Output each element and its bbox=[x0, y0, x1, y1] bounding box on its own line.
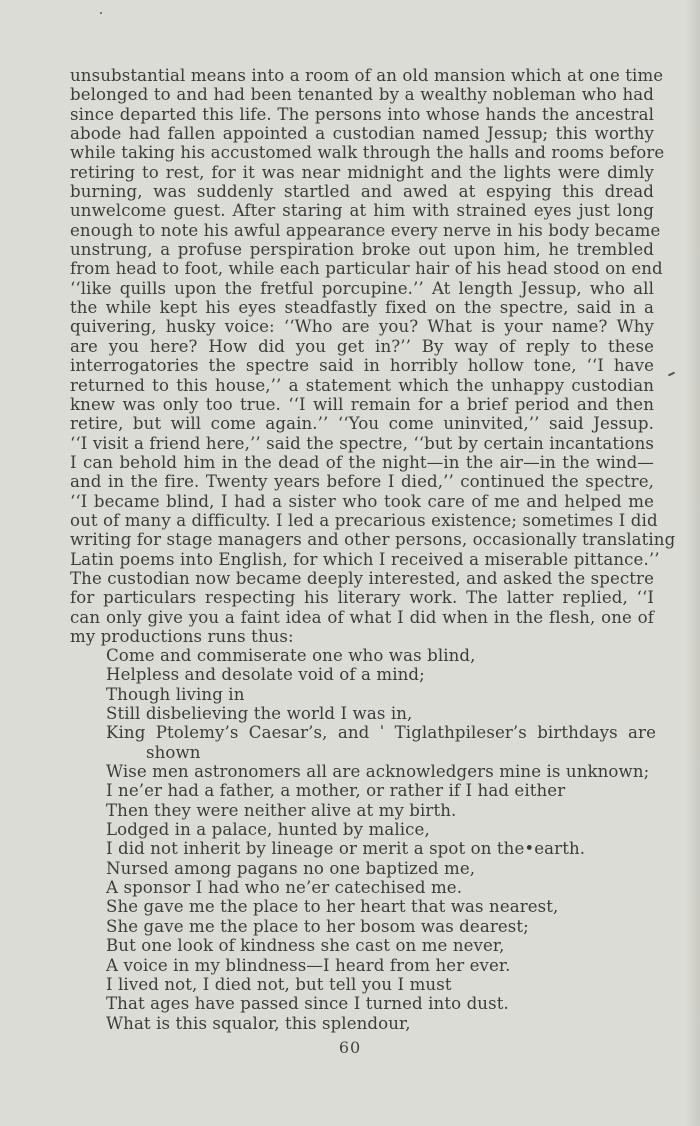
poem-line: King Ptolemy’s Caesar’s, and ˈ Tiglathpileser’s birthdays are bbox=[106, 723, 656, 743]
poem-line: But one look of kindness she cast on me never, bbox=[106, 936, 505, 956]
poem-line: A voice in my blindness—I heard from her ever. bbox=[106, 955, 511, 975]
poem-line: Wise men astronomers all are acknowledgers mine is unknown; bbox=[106, 762, 650, 782]
prose-line: the while kept his eyes steadfastly fixed on the spectre, said in a bbox=[70, 298, 654, 318]
prose-line: returned to this house,’’ a statement which the unhappy custodian bbox=[70, 375, 654, 395]
poem-line: That ages have passed since I turned into dust. bbox=[106, 994, 509, 1014]
prose-line: quivering, husky voice: ‘‘Who are you? What is your name? Why bbox=[70, 317, 654, 337]
poem-line: Lodged in a palace, hunted by malice, bbox=[106, 820, 430, 840]
poem-line: Then they were neither alive at my birth. bbox=[106, 800, 457, 820]
prose-line: unsubstantial means into a room of an old mansion which at one time bbox=[70, 66, 664, 85]
poem-line: Come and commiserate one who was blind, bbox=[106, 646, 476, 665]
prose-line: and in the fire. Twenty years before I died,’’ continued the spectre, bbox=[70, 472, 654, 492]
prose-line: while taking his accustomed walk through the halls and rooms before bbox=[70, 143, 665, 163]
prose-line: unstrung, a profuse perspiration broke out upon him, he trembled bbox=[70, 240, 654, 260]
poem-line: I lived not, I died not, but tell you I must bbox=[106, 974, 452, 994]
poem-line: A sponsor I had who ne’er catechised me. bbox=[106, 878, 463, 898]
page-number: 60 bbox=[338, 1038, 362, 1057]
prose-line: enough to note his awful appearance every nerve in his body became bbox=[70, 220, 661, 240]
poem-block bbox=[106, 646, 656, 1033]
page-edge-shadow bbox=[686, 0, 700, 1126]
prose-line: my productions runs thus: bbox=[70, 626, 294, 646]
prose-line: belonged to and had been tenanted by a wealthy nobleman who had bbox=[70, 85, 654, 105]
prose-line: interrogatories the spectre said in horribly hollow tone, ‘‘I have bbox=[70, 356, 654, 376]
prose-line: for particulars respecting his literary work. The latter replied, ‘‘I bbox=[70, 588, 654, 608]
prose-line: are you here? How did you get in?’’ By way of reply to these bbox=[70, 336, 654, 356]
prose-line: retiring to rest, for it was near midnight and the lights were dimly bbox=[70, 162, 654, 182]
poem-line: She gave me the place to her bosom was dearest; bbox=[106, 916, 529, 936]
prose-line: writing for stage managers and other persons, occasionally translating bbox=[70, 530, 676, 550]
prose-line: knew was only too true. ‘‘I will remain for a brief period and then bbox=[70, 394, 654, 414]
prose-line: I can behold him in the dead of the night—in the air—in the wind— bbox=[70, 452, 654, 472]
prose-block bbox=[70, 66, 676, 646]
prose-line: out of many a difficulty. I led a precarious existence; sometimes I did bbox=[70, 510, 658, 530]
prose-line: Latin poems into English, for which I received a miserable pittance.’’ bbox=[70, 549, 660, 569]
prose-line: The custodian now became deeply interested, and asked the spectre bbox=[70, 568, 654, 588]
prose-line: ‘‘like quills upon the fretful porcupine.’’ At length Jessup, who all bbox=[70, 278, 654, 298]
prose-line: burning, was suddenly startled and awed at espying this dread bbox=[70, 182, 654, 202]
poem-line: Helpless and desolate void of a mind; bbox=[106, 665, 425, 685]
poem-line: I did not inherit by lineage or merit a spot on the•earth. bbox=[106, 839, 586, 859]
prose-line: can only give you a faint idea of what I did when in the flesh, one of bbox=[70, 607, 654, 627]
prose-line: since departed this life. The persons into whose hands the ancestral bbox=[70, 104, 654, 124]
poem-line: shown bbox=[146, 742, 201, 762]
prose-line: ‘‘I became blind, I had a sister who took care of me and helped me bbox=[70, 491, 654, 511]
poem-line: I ne’er had a father, a mother, or rather if I had either bbox=[106, 781, 566, 801]
poem-line: Still disbelieving the world I was in, bbox=[106, 704, 413, 724]
prose-line: retire, but will come again.’’ ‘‘You come uninvited,’’ said Jessup. bbox=[70, 414, 654, 434]
poem-line: What is this squalor, this splendour, bbox=[106, 1013, 411, 1033]
poem-line: Though living in bbox=[106, 684, 245, 704]
prose-line: from head to foot, while each particular hair of his head stood on end bbox=[70, 259, 663, 279]
paper-speck bbox=[668, 372, 675, 377]
poem-line: Nursed among pagans no one baptized me, bbox=[106, 858, 476, 878]
prose-line: unwelcome guest. After staring at him with strained eyes just long bbox=[70, 201, 654, 221]
paper-speck bbox=[100, 12, 102, 14]
prose-line: abode had fallen appointed a custodian named Jessup; this worthy bbox=[70, 124, 654, 144]
prose-line: ‘‘I visit a friend here,’’ said the spectre, ‘‘but by certain incantations bbox=[70, 433, 654, 453]
poem-line: She gave me the place to her heart that was nearest, bbox=[106, 897, 559, 917]
